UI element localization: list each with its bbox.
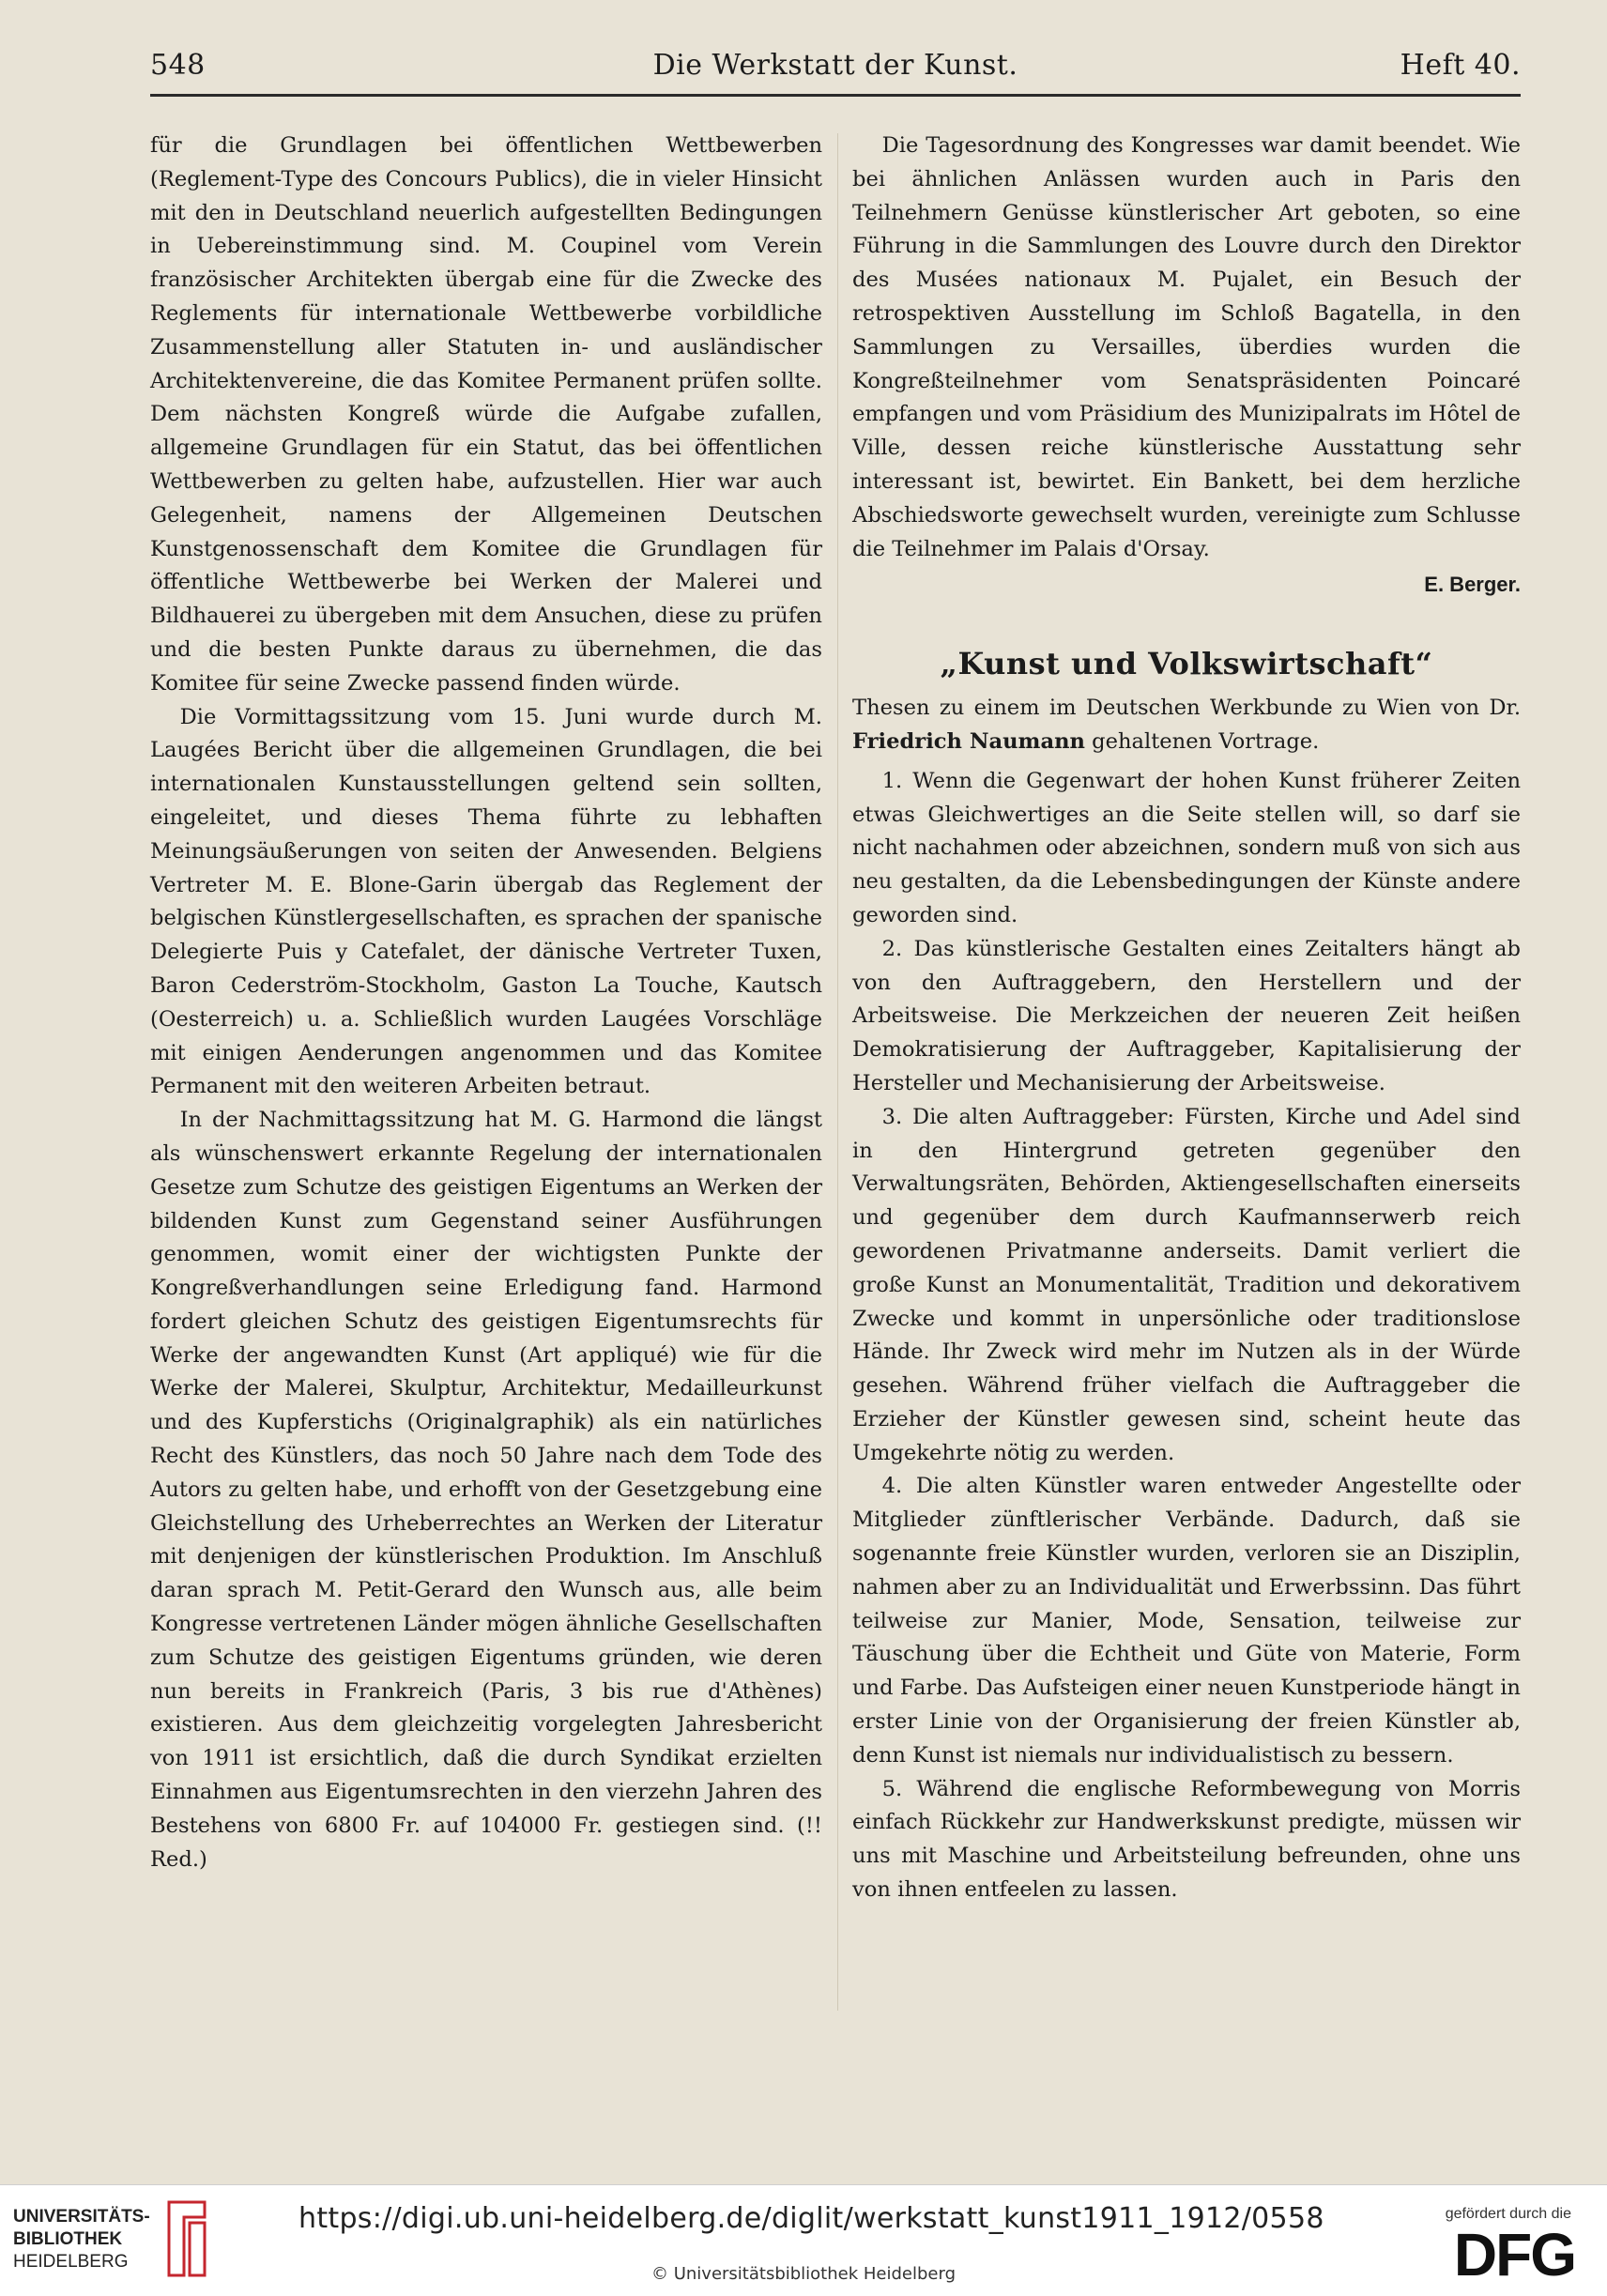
article-title: „Kunst und Volkswirtschaft“ bbox=[940, 646, 1433, 682]
article-subtitle bbox=[852, 692, 1521, 759]
thesis-1: 1. Wenn die Gegenwart der hohen Kunst früherer Zeiten etwas Gleichwertiges an die Seite stellen will, so darf sie nicht nachahmen oder abzeichnen, sondern muß von sich aus neu gestalten, da die Lebensbedingungen der Künste andere geworden sind. bbox=[852, 768, 1521, 927]
running-head bbox=[150, 49, 1521, 92]
logo-line-3: HEIDELBERG bbox=[13, 2252, 129, 2272]
author-signature: E. Berger. bbox=[1424, 573, 1521, 597]
subtitle-lead: Thesen zu einem im Deutschen Werkbunde zu Wien von Dr. bbox=[852, 696, 1521, 721]
header-rule bbox=[150, 94, 1521, 97]
subtitle-tail: gehaltenen Vortrage. bbox=[1084, 728, 1320, 754]
left-paragraph-2: Die Vormittagssitzung vom 15. Juni wurde durch M. Laugées Bericht über die allgemeinen Grundlagen, die bei internationalen Kunstausstellungen geltend sein sollten, eingeleitet, und dieses Thema führte zu lebhaften Meinungsäußerungen von seiten der Anwesenden. Belgiens Vertreter M. E. Blone-Garin übergab das Reglement der belgischen Künstlergesellschaften, es sprachen der spanische Delegierte Puis y Catefalet, der dänische Vertreter Tuxen, Baron Cederström-Stockholm, Gaston La Touche, Kautsch (Oesterreich) u. a. Schließlich wurden Laugées Vorschläge mit einigen Aenderungen angenommen und das Komitee Permanent mit den weiteren Arbeiten betraut. bbox=[150, 704, 822, 1099]
left-paragraph-3: In der Nachmittagssitzung hat M. G. Harmond die längst als wünschenswert erkannte Regelung der internationalen Gesetze zum Schutze des geistigen Eigentums an Werken der bildenden Kunst zum Gegenstand seiner Ausführungen genommen, womit einer der wichtigsten Punkte der Kongreßverhandlungen seine Erledigung fand. Harmond fordert gleichen Schutz des geistigen Eigentumsrechts für Werke der angewandten Kunst (Art appliqué) wie für die Werke der Malerei, Skulptur, Architektur, Medailleurkunst und des Kupferstichs (Originalgraphik) als ein natürliches Recht des Künstlers, das noch 50 Jahre nach dem Tode des Autors zu gelten habe, und erhofft von der Gesetzgebung eine Gleichstellung des Urheberrechtes an Werken der Literatur mit denjenigen der künstlerischen Produktion. Im Anschluß daran sprach M. Petit-Gerard den Wunsch aus, alle beim Kongresse vertretenen Länder mögen ähnliche Gesellschaften zum Schutze des geistigen Eigentums gründen, wie deren nun bereits in Frankreich (Paris, 3 bis rue d'Athènes) existieren. Aus dem gleichzeitig vorgelegten Jahresbericht von 1911 ist ersichtlich, daß die durch Syndikat erzielten Einnahmen aus Eigentumsrechten in den vierzehn Jahren des Bestehens von 6800 Fr. auf 104000 Fr. gestiegen sind. (!! Red.) bbox=[150, 1108, 822, 1872]
right-column bbox=[852, 130, 1521, 1907]
left-column bbox=[150, 130, 822, 1876]
viewer-footer bbox=[0, 2184, 1607, 2296]
funding-caption: gefördert durch die bbox=[1445, 2206, 1571, 2222]
logo-line-2: BIBLIOTHEK bbox=[13, 2229, 123, 2249]
dfg-logo[interactable]: DFG bbox=[1453, 2221, 1575, 2288]
copyright-notice: © Universitätsbibliothek Heidelberg bbox=[650, 2264, 956, 2284]
thesis-4: 4. Die alten Künstler waren entweder Angestellte oder Mitglieder zünftlerischer Verbände. Dadurch, daß sie sogenannte freie Künstler wurden, verloren sie an Disziplin, nahmen aber zu an Individualität und Erwerbssinn. Das führt teilweise zur Manier, Mode, Sensation, teilweise zur Täuschung über die Echtheit und Güte von Materie, Form und Farbe. Das Aufsteigen einer neuen Kunstperiode hängt in erster Linie von der Organisierung der freien Künstler ab, denn Kunst ist niemals nur individualistisch zu bessern. bbox=[852, 1474, 1521, 1768]
left-paragraph-1: für die Grundlagen bei öffentlichen Wettbewerben (Reglement-Type des Concours Publics), die in vieler Hinsicht mit den in Deutschland neuerlich aufgestellten Bedingungen in Uebereinstimmung sind. M. Coupinel vom Verein französischer Architekten übergab eine für die Zwecke des Reglements für internationale Wettbewerbe vorbildliche Zusammenstellung aller Statuten in- und ausländischer Architektenvereine, die das Komitee Permanent prüfen sollte. Dem nächsten Kongreß würde die Aufgabe zufallen, allgemeine Grundlagen für ein Statut, das bei öffentlichen Wettbewerben zu gelten habe, aufzustellen. Hier war auch Gelegenheit, namens der Allgemeinen Deutschen Kunstgenossenschaft dem Komitee die Grundlagen für öffentliche Wettbewerbe bei Werken der Malerei und Bildhauerei zu übergeben mit dem Ansuchen, diese zu prüfen und die besten Punkte daraus zu übernehmen, die das Komitee für seine Zwecke passend finden würde. bbox=[150, 133, 822, 696]
issue-number: Heft 40. bbox=[1400, 49, 1521, 82]
logo-line-1: UNIVERSITÄTS- bbox=[13, 2207, 150, 2227]
speaker-name: Friedrich Naumann bbox=[852, 728, 1085, 754]
congress-conclusion-paragraph: Die Tagesordnung des Kongresses war damit beendet. Wie bei ähnlichen Anlässen wurden auch in Paris den Teilnehmern Genüsse künstlerischer Art geboten, so eine Führung in die Sammlungen des Louvre durch den Direktor des Musées nationaux M. Pujalet, ein Besuch der retrospektiven Ausstellung im Schloß Bagatella, in den Sammlungen zu Versailles, überdies wurden die Kongreßteilnehmer vom Senatspräsidenten Poincaré empfangen und vom Präsidium des Munizipalrats im Hôtel de Ville, dessen reiche künstlerische Ausstattung sehr interessant ist, bewirtet. Ein Bankett, bei dem herzliche Abschiedsworte gewechselt wurden, vereinigte zum Schlusse die Teilnehmer im Palais d'Orsay. bbox=[852, 133, 1521, 561]
thesis-3: 3. Die alten Auftraggeber: Fürsten, Kirche und Adel sind in den Hintergrund getreten gegenüber den Verwaltungsräten, Behörden, Aktiengesellschaften einerseits und gegenüber dem durch Kaufmannserwerb reich gewordenen Privatmanne anderseits. Damit verliert die große Kunst an Monumentalität, Tradition und dekorativem Zwecke und kommt in unpersönliche oder traditionslose Hände. Ihr Zweck wird mehr im Nutzen als in der Würde gesehen. Während früher vielfach die Auftraggeber die Erzieher der Künstler gewesen sind, scheint heute das Umgekehrte nötig zu werden. bbox=[852, 1104, 1521, 1465]
thesis-5: 5. Während die englische Reformbewegung von Morris einfach Rückkehr zur Handwerkskunst predigte, müssen wir uns mit Maschine und Arbeitsteilung befreunden, ohne uns von ihnen entfeelen zu lassen. bbox=[852, 1776, 1521, 1903]
permalink-url[interactable]: https://digi.ub.uni-heidelberg.de/diglit/werkstatt_kunst1911_1912/0558 bbox=[298, 2202, 1324, 2235]
page-number: 548 bbox=[150, 49, 206, 82]
journal-title: Die Werkstatt der Kunst. bbox=[652, 49, 1018, 82]
thesis-2: 2. Das künstlerische Gestalten eines Zeitalters hängt ab von den Auftraggebern, den Herstellern und der Arbeitsweise. Die Merkzeichen der neueren Zeit heißen Demokratisierung der Auftraggeber, Kapitalisierung der Hersteller und Mechanisierung der Arbeitsweise. bbox=[852, 936, 1521, 1095]
column-divider bbox=[837, 133, 838, 2011]
